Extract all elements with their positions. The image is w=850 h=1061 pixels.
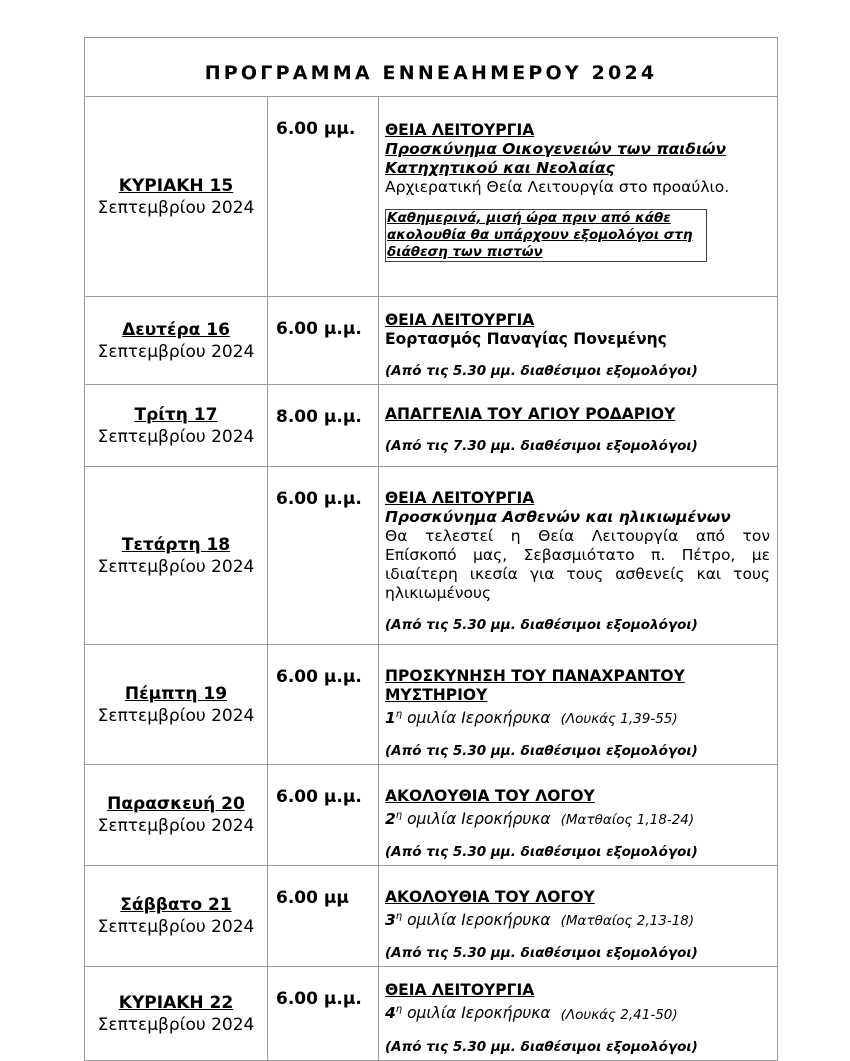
day-cell: [85, 467, 268, 645]
table-row: [85, 467, 778, 645]
day-month: Σεπτεμβρίου 2024: [97, 917, 255, 938]
confession-note: (Από τις 5.30 μμ. διαθέσιμοι εξομολόγοι): [385, 844, 698, 861]
time-cell: 6.00 μ.μ.: [268, 297, 379, 385]
event-description: Θα τελεστεί η Θεία Λειτουργία από τον Επίσκοπό μας, Σεβασμιότατο π. Πέτρο, με ιδιαίτερη ικεσία για τους ασθενείς και τους ηλικιωμένους: [385, 527, 771, 602]
homily-line: [385, 907, 770, 931]
day-name: ΚΥΡΙΑΚΗ 15: [118, 175, 234, 196]
homily-line: [385, 806, 770, 830]
table-row: [85, 297, 778, 385]
day-month: Σεπτεμβρίου 2024: [97, 197, 255, 218]
event-cell: [379, 97, 778, 297]
day-month: Σεπτεμβρίου 2024: [97, 341, 255, 362]
homily-number: 3: [385, 911, 396, 930]
table-row: [85, 967, 778, 1060]
homily-ordinal: η: [395, 709, 403, 720]
table-row: [85, 645, 778, 765]
event-cell: [379, 967, 778, 1060]
event-title: ΘΕΙΑ ΛΕΙΤΟΥΡΓΙΑ: [385, 981, 535, 1000]
event-title: ΑΠΑΓΓΕΛΙΑ ΤΟΥ ΑΓΙΟΥ ΡΟΔΑΡΙΟΥ: [385, 405, 676, 423]
homily-ordinal: η: [395, 810, 403, 822]
day-cell: [85, 645, 268, 765]
day-cell: [85, 97, 268, 297]
day-name: Παρασκευή 20: [107, 794, 245, 815]
homily-number: 2: [385, 810, 396, 829]
homily-line: [385, 705, 770, 729]
event-title: ΑΚΟΛΟΥΘΙΑ ΤΟΥ ΛΟΓΟΥ: [385, 787, 595, 806]
homily-ordinal: η: [395, 911, 403, 923]
page-title: ΠΡΟΓΡΑΜΜΑ ΕΝΝΕΑΗΜΕΡΟΥ 2024: [204, 62, 658, 84]
confession-note: (Από τις 5.30 μμ. διαθέσιμοι εξομολόγοι): [385, 1038, 698, 1055]
homily-text: ομιλία Ιεροκήρυκα: [407, 709, 551, 728]
confession-note: (Από τις 7.30 μμ. διαθέσιμοι εξομολόγοι): [385, 438, 698, 454]
confession-note-box: Καθημερινά, μισή ώρα πριν από κάθε ακολουθία θα υπάρχουν εξομολόγοι στη διάθεση των πιστών: [385, 209, 707, 262]
homily-text: ομιλία Ιεροκήρυκα: [407, 810, 551, 829]
time-cell: 8.00 μ.μ.: [268, 385, 379, 467]
table-row: [85, 866, 778, 967]
homily-reference: (Ματθαίος 1,18-24): [560, 812, 695, 829]
homily-reference: (Λουκάς 1,39-55): [560, 711, 678, 728]
event-title: ΠΡΟΣΚΥΝΗΣΗ ΤΟΥ ΠΑΝΑΧΡΑΝΤΟΥ ΜΥΣΤΗΡΙΟΥ: [385, 667, 685, 704]
confession-note: (Από τις 5.30 μμ. διαθέσιμοι εξομολόγοι): [385, 743, 698, 760]
homily-text: ομιλία Ιεροκήρυκα: [407, 911, 551, 930]
event-cell: [379, 467, 778, 645]
day-name: Σάββατο 21: [120, 895, 232, 916]
time-cell: 6.00 μ.μ.: [268, 967, 379, 1060]
day-month: Σεπτεμβρίου 2024: [97, 705, 255, 726]
day-name: Τετάρτη 18: [121, 534, 231, 555]
homily-text: ομιλία Ιεροκήρυκα: [407, 1004, 551, 1023]
event-cell: [379, 297, 778, 385]
event-title: ΘΕΙΑ ΛΕΙΤΟΥΡΓΙΑ: [385, 489, 535, 507]
homily-number: 1: [385, 709, 396, 728]
day-month: Σεπτεμβρίου 2024: [97, 426, 255, 447]
day-month: Σεπτεμβρίου 2024: [97, 816, 255, 837]
event-cell: [379, 645, 778, 765]
homily-reference: (Ματθαίος 2,13-18): [560, 913, 695, 930]
day-month: Σεπτεμβρίου 2024: [97, 556, 255, 577]
event-title: ΘΕΙΑ ΛΕΙΤΟΥΡΓΙΑ: [385, 121, 535, 139]
day-name: Δευτέρα 16: [122, 319, 230, 340]
table-row: [85, 765, 778, 866]
event-title: ΘΕΙΑ ΛΕΙΤΟΥΡΓΙΑ: [385, 311, 535, 329]
homily-reference: (Λουκάς 2,41-50): [560, 1006, 678, 1023]
event-title: ΑΚΟΛΟΥΘΙΑ ΤΟΥ ΛΟΓΟΥ: [385, 888, 595, 907]
time-cell: 6.00 μ.μ.: [268, 645, 379, 765]
homily-ordinal: η: [395, 1004, 403, 1016]
time-cell: 6.00 μμ.: [268, 97, 379, 297]
event-cell: [379, 385, 778, 467]
day-name: ΚΥΡΙΑΚΗ 22: [118, 992, 234, 1013]
event-cell: [379, 866, 778, 967]
table-row: [85, 97, 778, 297]
event-subtitle: Προσκύνημα Ασθενών και ηλικιωμένων: [385, 508, 731, 526]
time-cell: 6.00 μ.μ.: [268, 467, 379, 645]
time-cell: 6.00 μμ: [268, 866, 379, 967]
day-name: Τρίτη 17: [134, 404, 218, 425]
day-cell: [85, 967, 268, 1060]
day-cell: [85, 765, 268, 866]
day-cell: [85, 866, 268, 967]
event-subtitle: Εορτασμός Παναγίας Πονεμένης: [385, 330, 667, 348]
title-cell: [85, 38, 778, 97]
confession-note: (Από τις 5.30 μμ. διαθέσιμοι εξομολόγοι): [385, 363, 698, 379]
confession-note: (Από τις 5.30 μμ. διαθέσιμοι εξομολόγοι): [385, 617, 698, 633]
homily-number: 4: [385, 1004, 396, 1023]
confession-note: (Από τις 5.30 μμ. διαθέσιμοι εξομολόγοι): [385, 945, 698, 962]
homily-line: [385, 1000, 770, 1024]
day-name: Πέμπτη 19: [124, 683, 228, 704]
event-subtitle: Προσκύνημα Οικογενειών των παιδιών Κατηχητικού και Νεολαίας: [385, 140, 727, 177]
day-cell: [85, 297, 268, 385]
table-row: [85, 385, 778, 467]
schedule-table: [84, 37, 778, 1061]
time-cell: 6.00 μ.μ.: [268, 765, 379, 866]
event-cell: [379, 765, 778, 866]
day-cell: [85, 385, 268, 467]
event-description: Αρχιερατική Θεία Λειτουργία στο προαύλιο.: [385, 178, 730, 196]
day-month: Σεπτεμβρίου 2024: [97, 1014, 255, 1035]
title-row: [85, 38, 778, 97]
